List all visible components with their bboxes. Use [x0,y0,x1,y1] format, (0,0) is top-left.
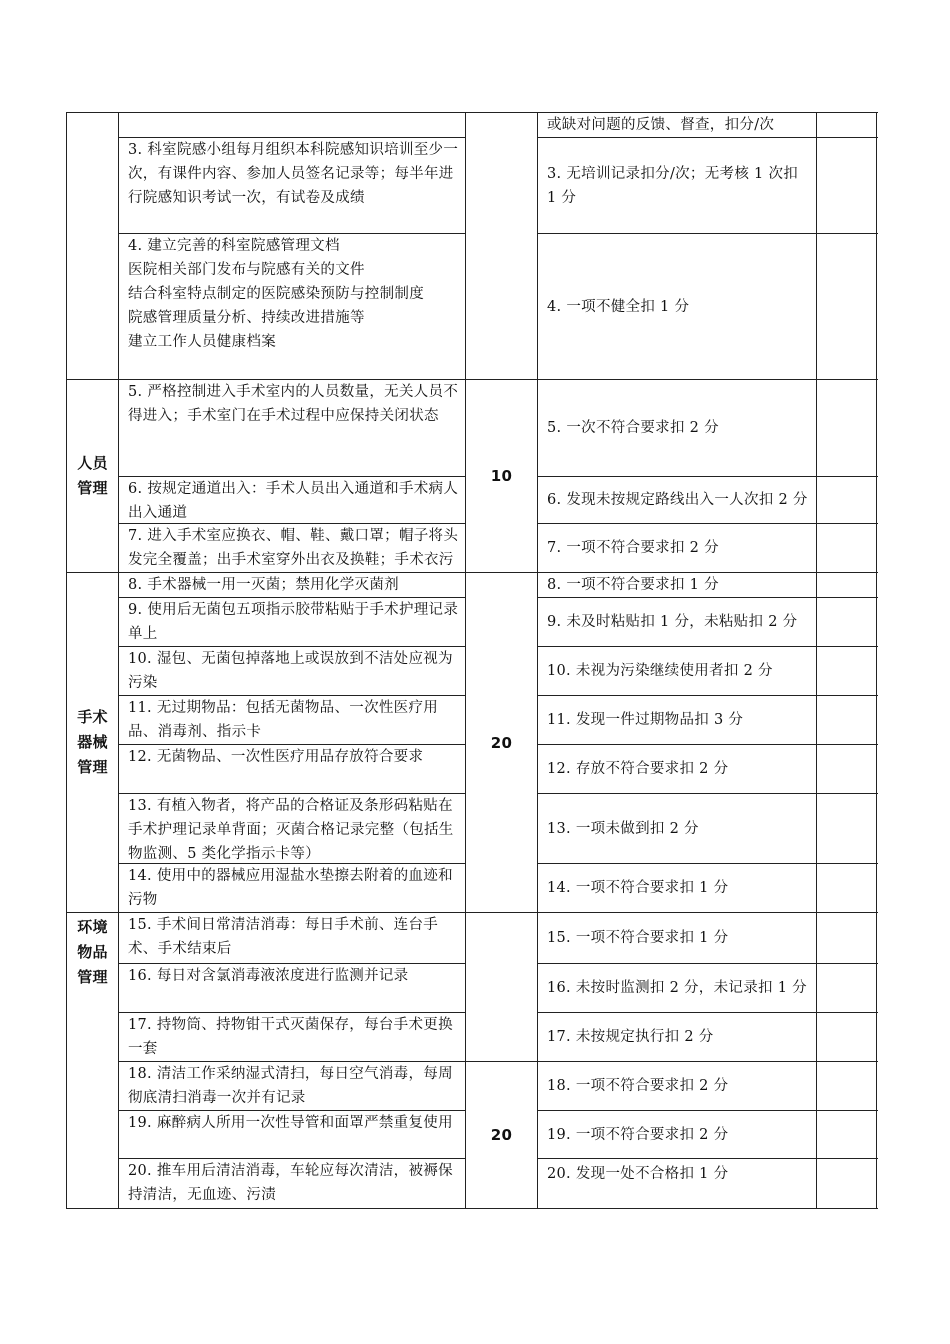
criterion-text: 7. 一项不符合要求扣 2 分 [547,540,719,556]
criterion-text: 或缺对问题的反馈、督查，扣分/次 [547,117,775,133]
score-personnel: 10 [490,467,513,485]
criterion-text: 18. 一项不符合要求扣 2 分 [547,1078,729,1094]
criterion-cell [538,1062,816,1110]
score-entry-cell [817,1062,877,1110]
criterion-cell [538,696,816,744]
criterion-cell [538,573,816,597]
criterion-text: 14. 一项不符合要求扣 1 分 [547,880,729,896]
standard-cell: 17. 持物筒、持物钳干式灭菌保存，每台手术更换一套 [128,1017,453,1057]
criterion-text: 11. 发现一件过期物品扣 3 分 [547,712,744,728]
criterion-cell [538,647,816,695]
criterion-cell [538,138,816,233]
criterion-text: 10. 未视为污染继续使用者扣 2 分 [547,663,773,679]
criterion-text: 3. 无培训记录扣分/次；无考核 1 次扣 1 分 [547,165,799,206]
score-environment: 20 [490,1126,513,1144]
standard-cell: 3. 科室院感小组每月组织本科院感知识培训至少一次，有课件内容、参加人员签名记录等；每半年进行院感知识考试一次，有试卷及成绩 [128,142,459,206]
criterion-cell [538,524,816,572]
criterion-text: 20. 发现一处不合格扣 1 分 [547,1166,729,1182]
criterion-cell [538,598,816,646]
criterion-cell [538,745,816,793]
standard-cell: 18. 清洁工作采纳湿式清扫，每日空气消毒，每周彻底清扫消毒一次并有记录 [128,1066,453,1106]
standard-cell [119,113,465,137]
score-entry-cell [817,964,877,1012]
criterion-text: 6. 发现未按规定路线出入一人次扣 2 分 [547,492,808,508]
criterion-cell [538,864,816,912]
criterion-cell [538,477,816,523]
standard-cell: 8. 手术器械一用一灭菌；禁用化学灭菌剂 [128,577,399,593]
criterion-cell [538,1013,816,1061]
score-entry-cell [817,573,877,597]
standard-cell: 16. 每日对含氯消毒液浓度进行监测并记录 [128,968,409,984]
criterion-text: 16. 未按时监测扣 2 分，未记录扣 1 分 [547,980,807,996]
standard-cell: 14. 使用中的器械应用湿盐水垫擦去附着的血迹和污物 [128,868,453,908]
score-entry-cell [817,524,877,572]
criterion-text: 15. 一项不符合要求扣 1 分 [547,930,729,946]
score-entry-cell [817,696,877,744]
score-entry-cell [817,647,877,695]
standard-cell: 10. 湿包、无菌包掉落地上或误放到不洁处应视为污染 [128,651,453,691]
criterion-text: 13. 一项未做到扣 2 分 [547,820,699,837]
score-entry-cell [817,794,877,863]
criterion-cell [538,913,816,963]
standard-cell: 20. 推车用后清洁消毒，车轮应每次清洁，被褥保持清洁，无血迹、污渍 [128,1163,453,1203]
score-entry-cell [817,598,877,646]
score-entry-cell [817,1159,877,1208]
inspection-table [66,112,877,1208]
standard-cell: 7. 进入手术室应换衣、帽、鞋、戴口罩；帽子将头发完全覆盖；出手术室穿外出衣及换鞋；手术衣污 [128,528,459,568]
criterion-text: 5. 一次不符合要求扣 2 分 [547,420,719,436]
standard-cell: 9. 使用后无菌包五项指示胶带粘贴于手术护理记录单上 [128,602,459,642]
score-entry-cell [817,864,877,912]
criterion-cell [538,964,816,1012]
criterion-cell [538,1111,816,1158]
category-instrument: 手术 器械 管理 [77,708,108,776]
criterion-cell [538,113,816,137]
standard-cell: 15. 手术间日常清洁消毒：每日手术前、连台手术、手术结束后 [128,917,439,957]
criterion-cell [538,234,816,379]
row-border [465,912,538,913]
standard-cell: 11. 无过期物品：包括无菌物品、一次性医疗用品、消毒剂、指示卡 [128,700,439,740]
score-entry-cell [817,138,877,233]
score-entry-cell [817,477,877,523]
score-entry-cell [817,913,877,963]
score-entry-cell [817,1111,877,1158]
criterion-text: 4. 一项不健全扣 1 分 [547,298,690,315]
score-entry-cell [817,234,877,379]
criterion-cell [538,1159,816,1208]
category-environment: 环境 物品 管理 [77,918,108,986]
criterion-text: 9. 未及时粘贴扣 1 分，未粘贴扣 2 分 [547,614,798,630]
score-entry-cell [817,380,877,476]
score-entry-cell [817,113,877,137]
score-entry-cell [817,1013,877,1061]
criterion-text: 8. 一项不符合要求扣 1 分 [547,577,719,593]
criterion-cell [538,380,816,476]
standard-cell: 19. 麻醉病人所用一次性导管和面罩严禁重复使用 [128,1115,453,1131]
standard-cell: 13. 有植入物者，将产品的合格证及条形码粘贴在手术护理记录单背面；灭菌合格记录完整（包括生物监测、5 类化学指示卡等） [128,798,454,862]
standard-cell: 4. 建立完善的科室院感管理文档 医院相关部门发布与院感有关的文件 结合科室特点制定的医院感染预防与控制制度 院感管理质量分析、持续改进措施等 建立工作人员健康档案 [128,238,424,350]
category-personnel: 人员 管理 [77,454,108,497]
row-border [465,1208,538,1209]
criterion-text: 19. 一项不符合要求扣 2 分 [547,1126,729,1143]
row-border [66,1208,119,1209]
score-instrument: 20 [490,733,513,752]
criterion-text: 12. 存放不符合要求扣 2 分 [547,761,729,777]
criterion-text: 17. 未按规定执行扣 2 分 [547,1029,714,1045]
standard-cell: 12. 无菌物品、一次性医疗用品存放符合要求 [128,749,424,765]
criterion-cell [538,794,816,863]
standard-cell: 6. 按规定通道出入：手术人员出入通道和手术病人出入通道 [128,481,459,521]
standard-cell: 5. 严格控制进入手术室内的人员数量，无关人员不得进入；手术室门在手术过程中应保持关闭状态 [128,384,459,424]
score-entry-cell [817,745,877,793]
